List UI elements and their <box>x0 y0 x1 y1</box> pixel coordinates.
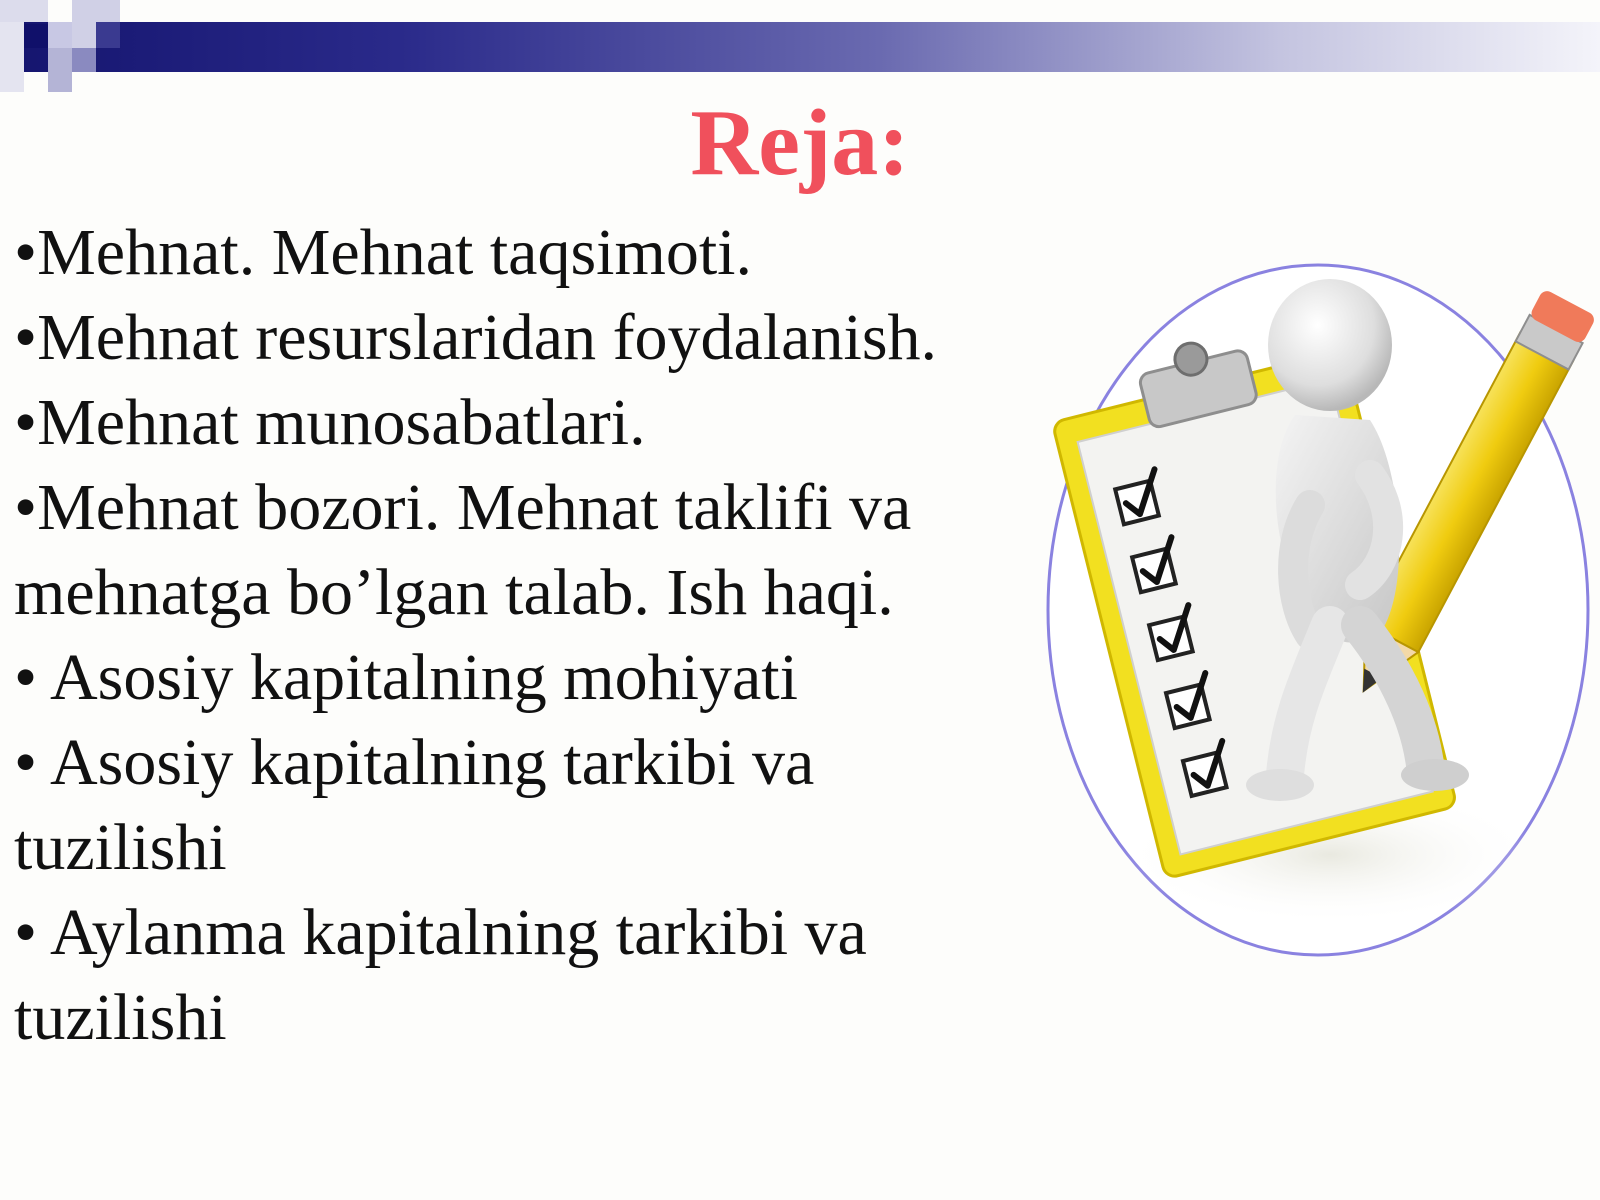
plan-item: • Asosiy kapitalning tarkibi va tuzilishi <box>14 726 815 884</box>
plan-item: • Aylanma kapitalning tarkibi va tuzilishi <box>14 896 867 1054</box>
corner-decoration <box>24 24 48 48</box>
plan-item: •Mehnat resurslaridan foydalanish. <box>14 301 938 374</box>
plan-item: •Mehnat munosabatlari. <box>14 386 646 459</box>
plan-list <box>14 210 1024 1060</box>
corner-decoration <box>48 48 72 92</box>
top-decorative-band <box>0 22 1600 72</box>
figure-with-pencil-and-checklist-icon <box>1040 255 1600 965</box>
corner-decoration <box>72 48 96 72</box>
slide-title: Reja: <box>690 91 910 195</box>
corner-decoration <box>48 22 72 48</box>
plan-item: •Mehnat bozori. Mehnat taklifi va mehnatga bo’lgan talab. Ish haqi. <box>14 471 912 629</box>
plan-item: •Mehnat. Mehnat taqsimoti. <box>14 216 752 289</box>
corner-decoration <box>0 22 24 92</box>
corner-decoration <box>0 0 48 22</box>
corner-decoration <box>96 22 120 48</box>
plan-item: • Asosiy kapitalning mohiyati <box>14 641 798 714</box>
